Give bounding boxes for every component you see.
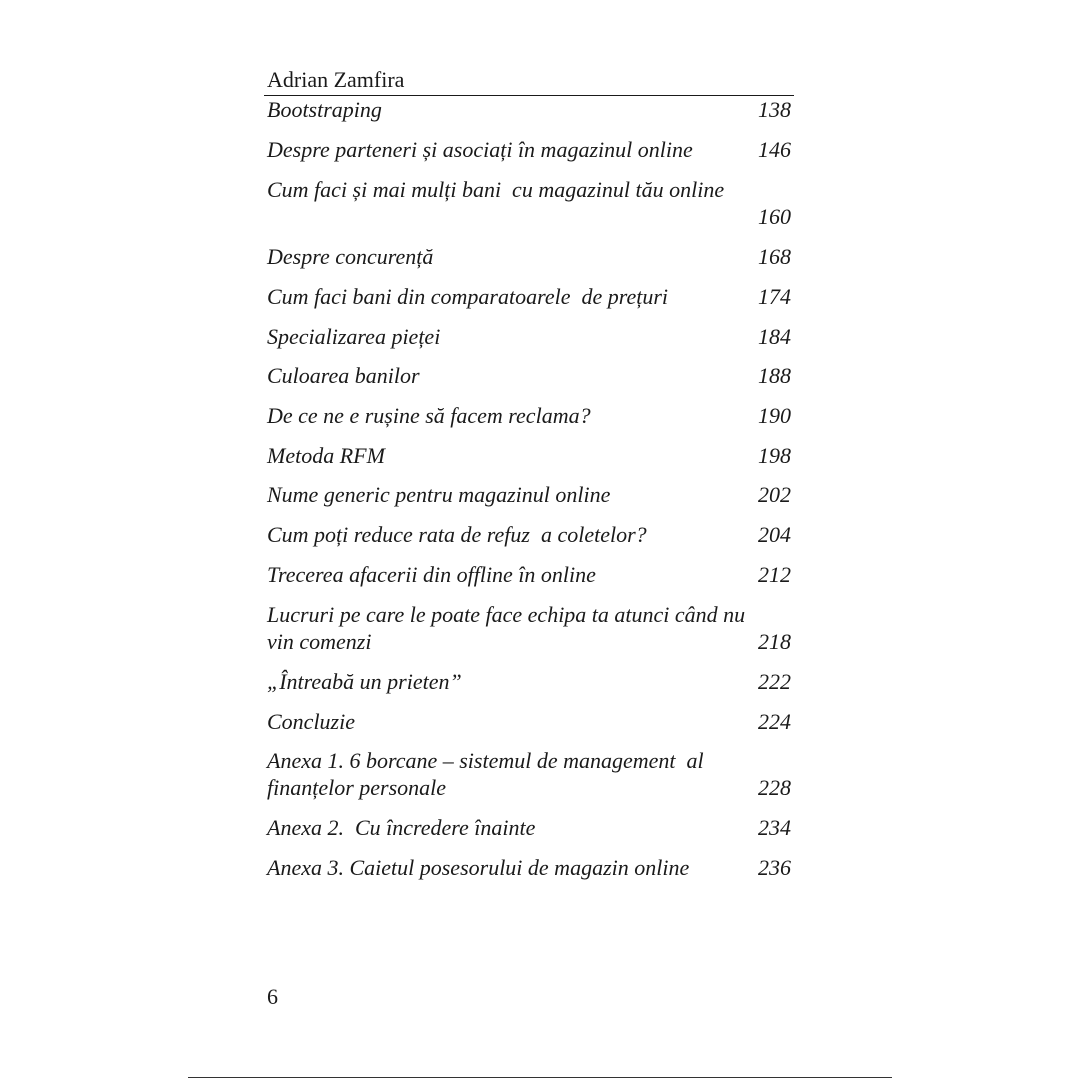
toc-entry-page: 234 (758, 815, 791, 840)
page-number: 6 (267, 984, 278, 1009)
toc-entry-page: 236 (758, 855, 791, 880)
toc-entry (267, 243, 791, 270)
toc-entry-title: Anexa 2. Cu încredere înainte (267, 815, 536, 840)
toc-entry-title: Specializarea pieței (267, 324, 441, 349)
toc-entry (267, 561, 791, 588)
toc-entry (267, 601, 791, 655)
toc-entry (267, 854, 791, 881)
toc-entry-title: Nume generic pentru magazinul online (267, 482, 611, 507)
toc-entry (267, 521, 791, 548)
toc-entry-title: „Întreabă un prieten” (267, 669, 462, 694)
toc-entry-title: Despre parteneri și asociați în magazinul online (267, 137, 693, 162)
toc-entry-page: 160 (758, 204, 791, 229)
toc-entry (267, 402, 791, 429)
toc-entry-page: 190 (758, 403, 791, 428)
running-header-author: Adrian Zamfira (267, 67, 405, 92)
toc-entry-page: 204 (758, 522, 791, 547)
toc-entry-page: 224 (758, 709, 791, 734)
toc-entry-page: 174 (758, 284, 791, 309)
toc-entry (267, 176, 791, 229)
toc-entry-title: Cum poți reduce rata de refuz a coletelor? (267, 522, 647, 547)
toc-entry-page: 138 (758, 97, 791, 122)
toc-entry-page: 228 (758, 775, 791, 800)
toc-entry-page: 222 (758, 669, 791, 694)
bottom-divider (188, 1077, 892, 1078)
toc-entry-title: Cum faci și mai mulți bani cu magazinul tău online (267, 177, 725, 202)
toc-entry-title: Anexa 1. 6 borcane – sistemul de management al finanțelor personale (267, 748, 710, 800)
toc-entry-page: 188 (758, 363, 791, 388)
toc-entry-page: 218 (758, 629, 791, 654)
toc-entry-page: 202 (758, 482, 791, 507)
toc-entry-page: 212 (758, 562, 791, 587)
toc-entry-title: Anexa 3. Caietul posesorului de magazin online (267, 855, 690, 880)
toc-entry (267, 96, 791, 123)
toc-entry (267, 442, 791, 469)
toc-entry-page: 184 (758, 324, 791, 349)
toc-entry-title: Bootstraping (267, 97, 382, 122)
toc-entry-title: De ce ne e rușine să facem reclama? (267, 403, 591, 428)
toc-entry-title: Metoda RFM (267, 443, 385, 468)
toc-entry (267, 481, 791, 508)
toc-entry (267, 668, 791, 695)
toc-entry-title: Culoarea banilor (267, 363, 420, 388)
toc-entry (267, 814, 791, 841)
toc-entry-page: 198 (758, 443, 791, 468)
toc-entry-page: 146 (758, 137, 791, 162)
toc-entry (267, 136, 791, 163)
toc-entry-title: Concluzie (267, 709, 355, 734)
toc-entry (267, 362, 791, 389)
toc-entry-title: Cum faci bani din comparatoarele de prețuri (267, 284, 669, 309)
toc-entry-page: 168 (758, 244, 791, 269)
toc-entry (267, 323, 791, 350)
toc-entry-title: Trecerea afacerii din offline în online (267, 562, 596, 587)
toc-entry-title: Lucruri pe care le poate face echipa ta atunci când nu vin comenzi (267, 602, 751, 654)
toc-entry-title: Despre concurență (267, 244, 434, 269)
toc-entry (267, 747, 791, 801)
toc-entry (267, 708, 791, 735)
toc-entry (267, 283, 791, 310)
